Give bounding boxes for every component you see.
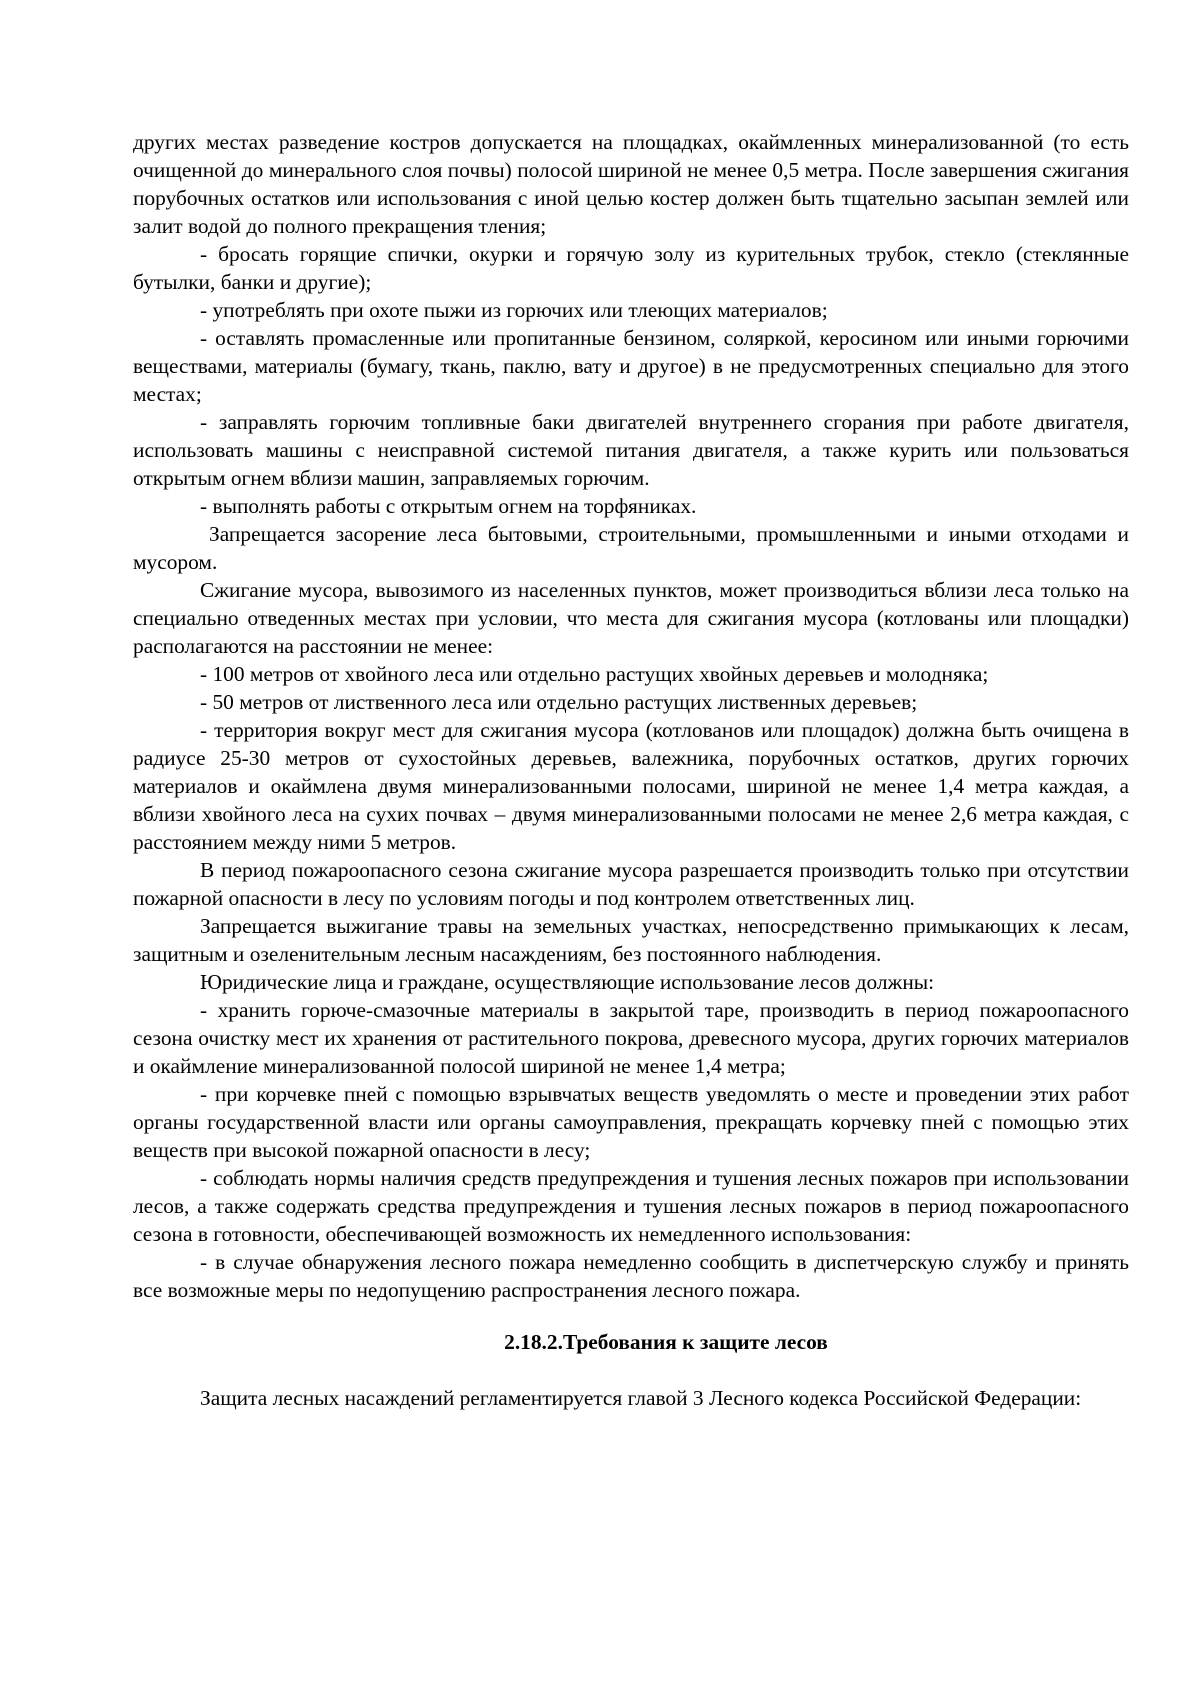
paragraph-continuation: других местах разведение костров допускается на площадках, окаймленных минерализованной (то есть очищенной до минерального слоя почвы) полосой шириной не менее 0,5 метра. После завершения сжигания порубочных остатков или использования с иной целью костер должен быть тщательно засыпан землей или залит водой до полного прекращения тления; bbox=[133, 130, 1129, 238]
list-item-peat-work: - выполнять работы с открытым огнем на торфяниках. bbox=[200, 494, 697, 518]
list-item-matches: - бросать горящие спички, окурки и горячую золу из курительных трубок, стекло (стеклянные бутылки, банки и другие); bbox=[133, 242, 1129, 294]
paragraph-littering: Запрещается засорение леса бытовыми, строительными, промышленными и иными отходами и мусором. bbox=[133, 522, 1129, 574]
list-item-refueling: - заправлять горючим топливные баки двигателей внутреннего сгорания при работе двигателя, использовать машины с неисправной системой питания двигателя, а также курить или пользоваться открытым огнем вблизи машин, заправляемых горючим. bbox=[133, 410, 1129, 490]
section-heading: 2.18.2.Требования к защите лесов bbox=[504, 1330, 828, 1354]
paragraph-waste-burning: Сжигание мусора, вывозимого из населенных пунктов, может производиться вблизи леса только на специально отведенных местах при условии, что места для сжигания мусора (котлованы или площадки) располагаются на расстоянии не менее: bbox=[133, 578, 1129, 658]
paragraph-fire-season: В период пожароопасного сезона сжигание мусора разрешается производить только при отсутствии пожарной опасности в лесу по условиям погоды и под контролем ответственных лиц. bbox=[133, 858, 1129, 910]
list-item-100-meters: - 100 метров от хвойного леса или отдельно растущих хвойных деревьев и молодняка; bbox=[200, 662, 989, 686]
list-item-wads: - употреблять при охоте пыжи из горючих или тлеющих материалов; bbox=[200, 298, 828, 322]
list-item-oily-materials: - оставлять промасленные или пропитанные бензином, соляркой, керосином или иными горючими веществами, материалы (бумагу, ткань, паклю, вату и другое) в не предусмотренных специально для этого местах; bbox=[133, 326, 1129, 406]
paragraph-forest-protection: Защита лесных насаждений регламентируется главой 3 Лесного кодекса Российской Федерации: bbox=[200, 1386, 1082, 1410]
paragraph-grass-burning: Запрещается выжигание травы на земельных участках, непосредственно примыкающих к лесам, защитным и озеленительным лесным насаждениям, без постоянного наблюдения. bbox=[133, 914, 1129, 966]
document-body bbox=[133, 128, 1129, 1412]
list-item-report-fire: - в случае обнаружения лесного пожара немедленно сообщить в диспетчерскую службу и принять все возможные меры по недопущению распространения лесного пожара. bbox=[133, 1250, 1129, 1302]
list-item-stump-removal: - при корчевке пней с помощью взрывчатых веществ уведомлять о месте и проведении этих работ органы государственной власти или органы самоуправления, прекращать корчевку пней с помощью этих веществ при высокой пожарной опасности в лесу; bbox=[133, 1082, 1129, 1162]
list-item-fire-equipment: - соблюдать нормы наличия средств предупреждения и тушения лесных пожаров при использовании лесов, а также содержать средства предупреждения и тушения лесных пожаров в период пожароопасного сезона в готовности, обеспечивающей возможность их немедленного использования: bbox=[133, 1166, 1129, 1246]
paragraph-obligations: Юридические лица и граждане, осуществляющие использование лесов должны: bbox=[200, 970, 935, 994]
list-item-fuel-storage: - хранить горюче-смазочные материалы в закрытой таре, производить в период пожароопасного сезона очистку мест их хранения от растительного покрова, древесного мусора, других горючих материалов и окаймление минерализованной полосой шириной не менее 1,4 метра; bbox=[133, 998, 1129, 1078]
list-item-50-meters: - 50 метров от лиственного леса или отдельно растущих лиственных деревьев; bbox=[200, 690, 918, 714]
list-item-territory: - территория вокруг мест для сжигания мусора (котлованов или площадок) должна быть очищена в радиусе 25-30 метров от сухостойных деревьев, валежника, порубочных остатков, других горючих материалов и окаймлена двумя минерализованными полосами, шириной не менее 1,4 метра каждая, а вблизи хвойного леса на сухих почвах – двумя минерализованными полосами не менее 2,6 метра каждая, с расстоянием между ними 5 метров. bbox=[133, 718, 1129, 854]
